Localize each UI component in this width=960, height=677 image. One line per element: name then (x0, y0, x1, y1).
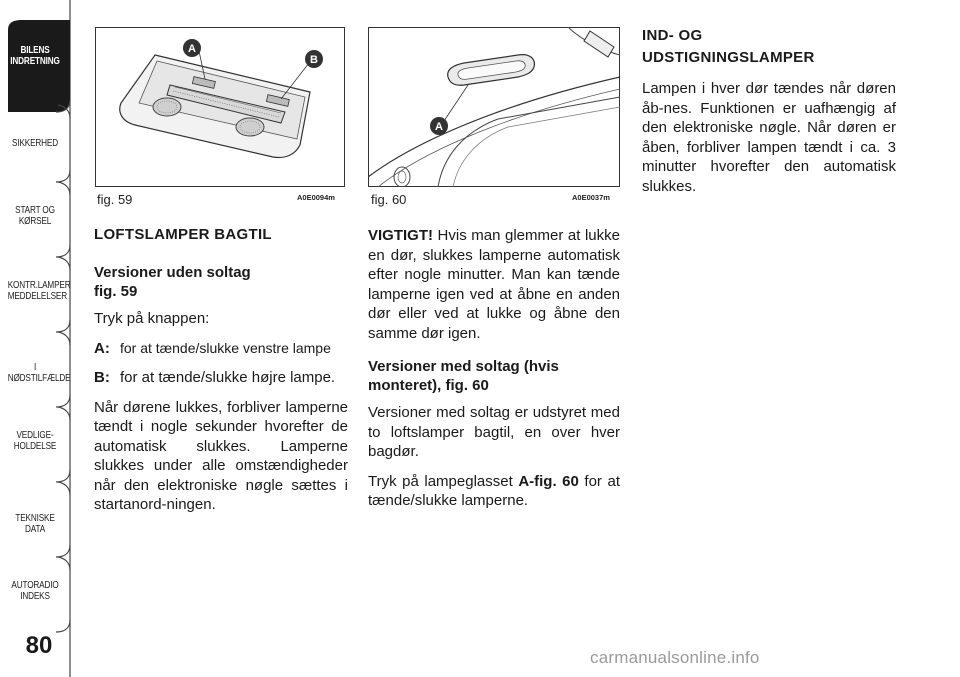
fig60-reference: A-fig. 60 (518, 472, 579, 490)
fig60-label-a: A (435, 121, 443, 133)
col2-body1: Versioner med soltag er udstyret med to loftslamper bagtil, en over hver bagdør. (368, 404, 620, 460)
column-rear-ceiling-lamps (94, 225, 348, 525)
important-note (368, 226, 620, 343)
important-text: Hvis man glemmer at lukke en dør, slukkes lamperne automatisk efter nogle minutter. Man kan tænde lamperne igen ved at åbne en anden dør eller ved at lukke og åbne den samme dør igen. (368, 227, 620, 342)
fig59-code: A0E0094m (297, 193, 335, 202)
tab-autoradio-indeks[interactable]: AUTORADIO INDEKS (11, 579, 59, 602)
heading-loftslamper-bagtil: LOFTSLAMPER BAGTIL (94, 226, 272, 243)
tab-sikkerhed[interactable]: SIKKERHED (12, 137, 58, 149)
column-entry-exit-lamps (642, 25, 896, 206)
tab-vedligeholdelse[interactable]: VEDLIGE- HOLDELSE (13, 429, 57, 452)
subheading-versioner-uden-soltag: Versioner uden soltag fig. 59 (94, 264, 251, 300)
tab-kontrollamper-meddelelser[interactable]: KONTR.LAMPER MEDDELELSER (7, 279, 71, 302)
rear-ceiling-lamp-illustration (95, 27, 345, 187)
col3-body: Lampen i hver dør tændes når døren åb-nes. Funktionen er uafhængig af den elektroniske nøgle. Når døren er åben, forbliver lampen tændt i ca. 3 minutter hvorefter den automatisk slukkes. (642, 80, 896, 195)
tab-bilens-indretning[interactable]: BILENS INDRETNING (10, 44, 60, 67)
tab-i-nodstilfaelde[interactable]: I NØDSTILFÆLDE (7, 361, 71, 384)
item-a-key: A: (94, 339, 110, 357)
fig59-label-a: A (188, 43, 196, 55)
watermark: carmanualsonline.info (590, 648, 760, 667)
heading-ind-og-udstigningslamper: IND- OG UDSTIGNINGSLAMPER (642, 27, 815, 66)
fig59-label-b: B (310, 54, 318, 66)
chapter-tabs (0, 0, 72, 677)
figure-60 (368, 27, 620, 187)
subheading-versioner-med-soltag: Versioner med soltag (hvis monteret), fig. 60 (368, 358, 559, 394)
fig60-caption: fig. 60 (371, 192, 407, 207)
tab-tekniske-data[interactable]: TEKNISKE DATA (15, 512, 55, 535)
list-item-b (94, 368, 348, 388)
tab-start-og-korsel[interactable]: START OG KØRSEL (15, 204, 55, 227)
page-number: 80 (25, 632, 53, 659)
tab-strip-outline (0, 0, 72, 677)
door-courtesy-lamp-illustration (368, 27, 620, 187)
item-a-text: for at tænde/slukke venstre lampe (120, 339, 331, 356)
fig60-code: A0E0037m (572, 193, 610, 202)
fig59-caption: fig. 59 (97, 192, 133, 207)
list-item-a (94, 339, 348, 359)
figure-59 (95, 27, 345, 187)
important-label: VIGTIGT! (368, 227, 433, 244)
column-important-note (368, 226, 620, 521)
col2-body2: Tryk på lampeglasset A-fig. 60 for at tænde/slukke lamperne. (368, 472, 620, 509)
intro-text: Tryk på knappen: (94, 310, 210, 327)
item-b-text: for at tænde/slukke højre lampe. (120, 369, 336, 386)
item-b-key: B: (94, 369, 110, 386)
col1-body: Når dørene lukkes, forbliver lamperne tændt i nogle sekunder hvorefter de automatisk slukkes. Lamperne slukkes under alle omstændigheder når den elektroniske nøgle sættes i startanord-ningen. (94, 398, 348, 513)
